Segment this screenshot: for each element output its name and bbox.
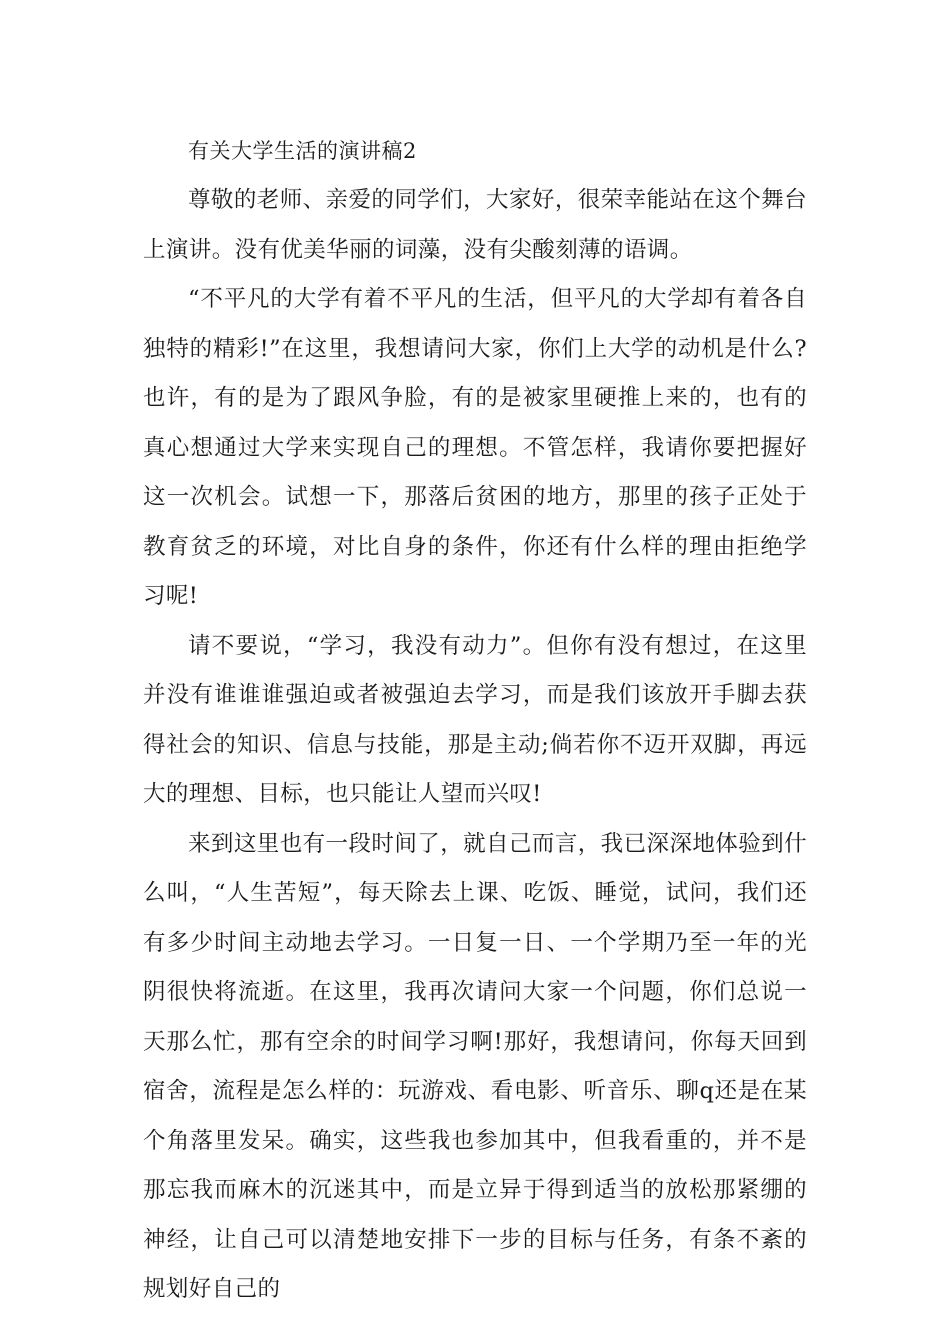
document-body [143,126,807,1315]
paragraph-motivation: “不平凡的大学有着不平凡的生活，但平凡的大学却有着各自独特的精彩!”在这里，我想请问大家，你们上大学的动机是什么?也许，有的是为了跟风争脸，有的是被家里硬推上来的，也有的真心想通过大学来实现自己的理想。不管怎样，我请你要把握好这一次机会。试想一下，那落后贫困的地方，那里的孩子正处于教育贫乏的环境，对比自身的条件，你还有什么样的理由拒绝学习呢! [143,286,807,609]
paragraph-time: 来到这里也有一段时间了，就自己而言，我已深深地体验到什么叫，“人生苦短”，每天除去上课、吃饭、睡觉，试问，我们还有多少时间主动地去学习。一日复一日、一个学期乃至一年的光阴很快将流逝。在这里，我再次请问大家一个问题，你们总说一天那么忙，那有空余的时间学习啊!那好，我想请问，你每天回到宿舍，流程是怎么样的：玩游戏、看电影、听音乐、聊q还是在某个角落里发呆。确实，这些我也参加其中，但我看重的，并不是那忘我而麻木的沉迷其中，而是立异于得到适当的放松那紧绷的神经，让自己可以清楚地安排下一步的目标与任务，有条不紊的规划好自己的 [143,830,807,1302]
paragraph-initiative: 请不要说，“学习，我没有动力”。但你有没有想过，在这里并没有谁谁谁强迫或者被强迫去学习，而是我们该放开手脚去获得社会的知识、信息与技能，那是主动;倘若你不迈开双脚，再远大的理想、目标，也只能让人望而兴叹! [143,632,807,807]
document-title: 有关大学生活的演讲稿2 [188,139,417,163]
paragraph-greeting: 尊敬的老师、亲爱的同学们，大家好，很荣幸能站在这个舞台上演讲。没有优美华丽的词藻，没有尖酸刻薄的语调。 [143,187,807,263]
